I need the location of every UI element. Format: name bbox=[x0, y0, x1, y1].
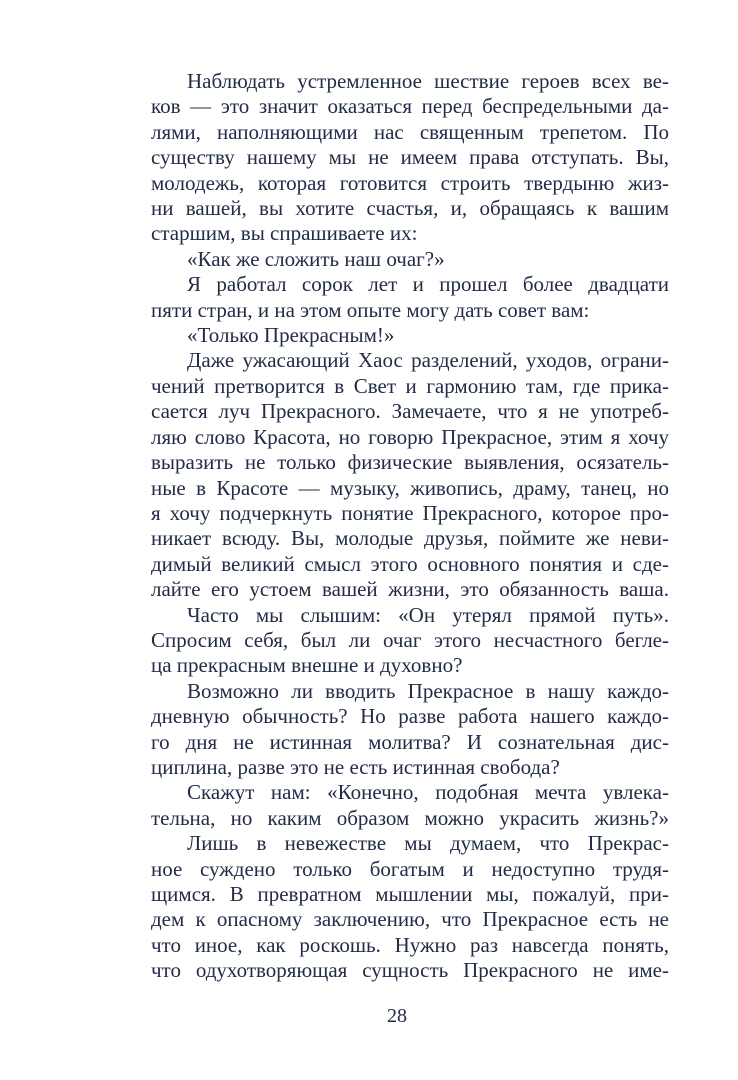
text-line: ца прекрасным внешне и духовно? bbox=[151, 653, 463, 678]
text-line: щимся. В превратном мышлении мы, пожалуй, при- bbox=[151, 882, 669, 906]
text-line: что одухотворяющая сущность Прекрасного не име- bbox=[151, 958, 669, 983]
text-line: Наблюдать устремленное шествие героев всех ве- bbox=[187, 69, 669, 93]
text-line: сается луч Прекрасного. Замечаете, что я не употреб- bbox=[151, 399, 669, 424]
text-line: никает всюду. Вы, молодые друзья, поймите же неви- bbox=[151, 526, 669, 551]
text-line: Я работал сорок лет и прошел более двадцати bbox=[187, 272, 669, 297]
text-line: дем к опасному заключению, что Прекрасное есть не bbox=[151, 907, 669, 932]
text-line: «Как же сложить наш очаг?» bbox=[187, 246, 445, 271]
text-line: пяти стран, и на этом опыте могу дать совет вам: bbox=[151, 297, 590, 322]
text-line: я хочу подчеркнуть понятие Прекрасного, которое про- bbox=[151, 500, 669, 525]
text-line: го дня не истинная молитва? И сознательная дис- bbox=[151, 729, 669, 754]
text-line: ное суждено только богатым и недоступно трудя- bbox=[151, 856, 669, 881]
text-line: лайте его устоем вашей жизни, это обязанность ваша. bbox=[151, 577, 669, 602]
text-line: циплина, разве это не есть истинная свобода? bbox=[151, 754, 560, 779]
text-line: ные в Красоте — музыку, живопись, драму, танец, но bbox=[151, 475, 669, 500]
text-line: ков — это значит оказаться перед беспредельными да- bbox=[151, 94, 669, 119]
text-line: Лишь в невежестве мы думаем, что Прекрас- bbox=[187, 831, 669, 856]
text-line: выразить не только физические выявления, осязатель- bbox=[151, 450, 669, 475]
text-line: «Только Прекрасным!» bbox=[187, 323, 395, 348]
text-line: Спросим себя, был ли очаг этого несчастного бегле- bbox=[151, 627, 669, 652]
text-line: Часто мы слышим: «Он утерял прямой путь». bbox=[187, 602, 669, 627]
text-line: Возможно ли вводить Прекрасное в нашу каждо- bbox=[187, 678, 669, 703]
page-number: 28 bbox=[387, 1005, 407, 1027]
text-line: Скажут нам: «Конечно, подобная мечта увлека- bbox=[187, 780, 669, 805]
text-line: ляю слово Красота, но говорю Прекрасное, этим я хочу bbox=[151, 424, 669, 449]
text-line: молодежь, которая готовится строить твердыню жиз- bbox=[151, 170, 669, 195]
text-line: ни вашей, вы хотите счастья, и, обращаясь к вашим bbox=[151, 196, 669, 221]
body-text bbox=[151, 69, 669, 984]
text-line: лями, наполняющими нас священным трепетом. По bbox=[151, 119, 669, 144]
text-line: димый великий смысл этого основного понятия и сде- bbox=[151, 551, 669, 576]
text-line: старшим, вы спрашиваете их: bbox=[151, 221, 418, 246]
text-line: дневную обычность? Но разве работа нашего каждо- bbox=[151, 704, 669, 729]
text-line: существу нашему мы не имеем права отступать. Вы, bbox=[151, 145, 669, 170]
text-line: тельна, но каким образом можно украсить жизнь?» bbox=[151, 805, 669, 830]
text-line: что иное, как роскошь. Нужно раз навсегда понять, bbox=[151, 932, 669, 957]
text-line: Даже ужасающий Хаос разделений, уходов, ограни- bbox=[187, 348, 669, 373]
text-line: чений претворится в Свет и гармонию там, где прика- bbox=[151, 373, 669, 398]
